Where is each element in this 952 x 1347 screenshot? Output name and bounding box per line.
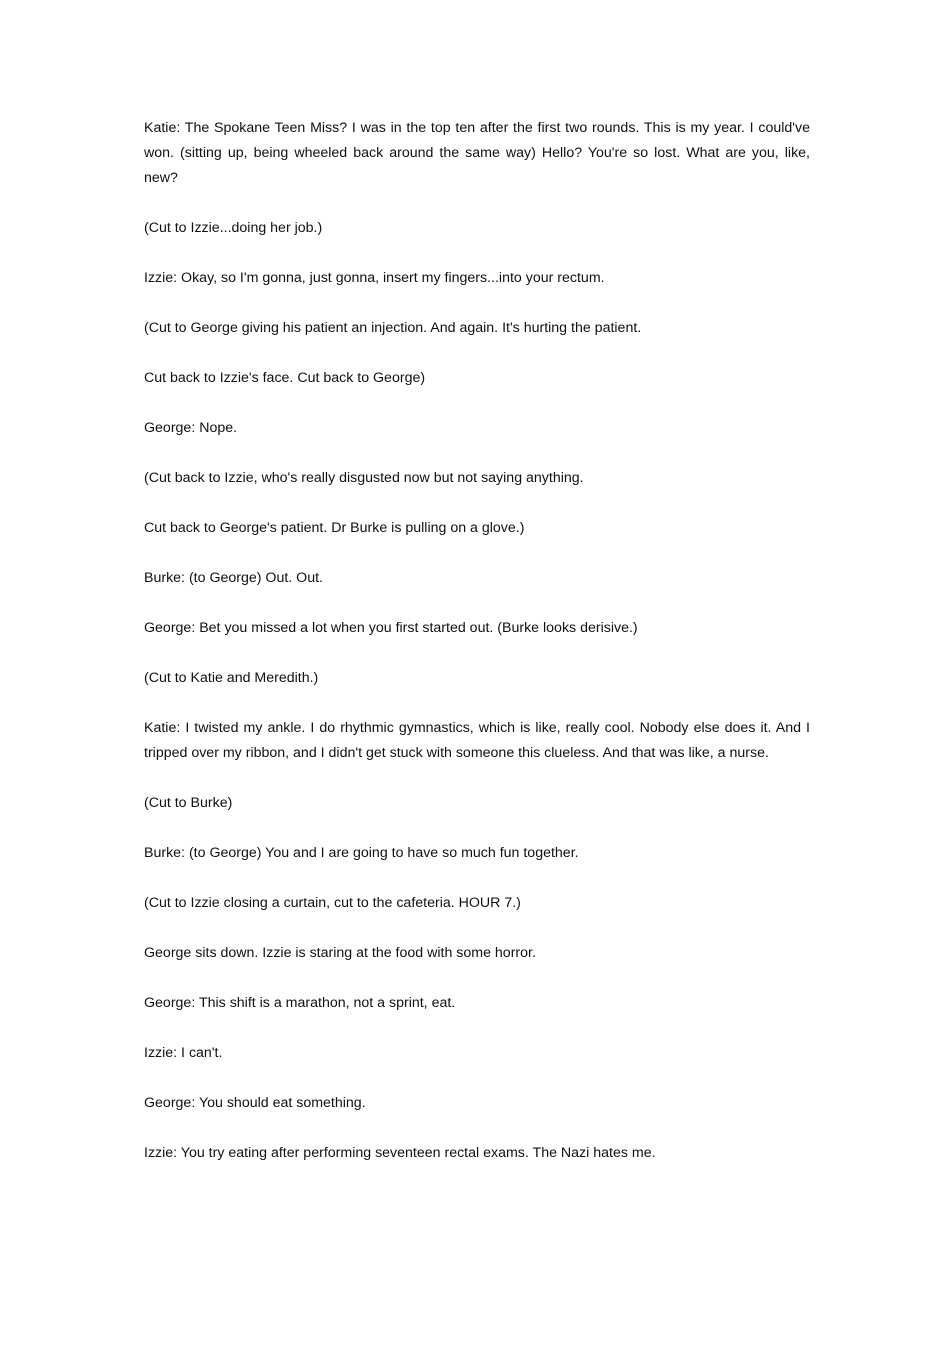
paragraph-george-sits: George sits down. Izzie is staring at the food with some horror. (144, 945, 536, 961)
paragraph-george-nope: George: Nope. (144, 420, 238, 436)
paragraph-cut-back-george-patient: Cut back to George's patient. Dr Burke is pulling on a glove.) (144, 520, 525, 536)
paragraph-burke-out: Burke: (to George) Out. Out. (144, 570, 323, 586)
transcript-body (144, 116, 810, 1191)
paragraph-cut-back-izzie-disgusted: (Cut back to Izzie, who's really disgusted now but not saying anything. (144, 470, 584, 486)
paragraph-izzie-cant: Izzie: I can't. (144, 1045, 223, 1061)
paragraph-cut-back-izzie-face: Cut back to Izzie's face. Cut back to George) (144, 370, 426, 386)
paragraph-george-bet: George: Bet you missed a lot when you first started out. (Burke looks derisive.) (144, 620, 638, 636)
paragraph-george-marathon: George: This shift is a marathon, not a sprint, eat. (144, 995, 456, 1011)
paragraph-cut-to-izzie: (Cut to Izzie...doing her job.) (144, 220, 323, 236)
paragraph-izzie-rectal-exams: Izzie: You try eating after performing seventeen rectal exams. The Nazi hates me. (144, 1145, 656, 1161)
paragraph-katie-ankle: Katie: I twisted my ankle. I do rhythmic gymnastics, which is like, really cool. Nobody else does it. And I tripped over my ribbon, and I didn't get stuck with someone this clueless. And that was like, a nurse. (144, 720, 810, 761)
paragraph-cut-to-cafeteria: (Cut to Izzie closing a curtain, cut to the cafeteria. HOUR 7.) (144, 895, 521, 911)
paragraph-cut-to-katie-meredith: (Cut to Katie and Meredith.) (144, 670, 319, 686)
paragraph-katie-teen-miss: Katie: The Spokane Teen Miss? I was in the top ten after the first two rounds. This is my year. I could've won. (sitting up, being wheeled back around the same way) Hello? You're so lost. What are you, like, new? (144, 120, 810, 186)
paragraph-cut-to-george-injection: (Cut to George giving his patient an injection. And again. It's hurting the patient. (144, 320, 642, 336)
paragraph-george-eat-something: George: You should eat something. (144, 1095, 366, 1111)
paragraph-izzie-okay: Izzie: Okay, so I'm gonna, just gonna, insert my fingers...into your rectum. (144, 270, 605, 286)
paragraph-cut-to-burke: (Cut to Burke) (144, 795, 233, 811)
paragraph-burke-fun: Burke: (to George) You and I are going to have so much fun together. (144, 845, 579, 861)
